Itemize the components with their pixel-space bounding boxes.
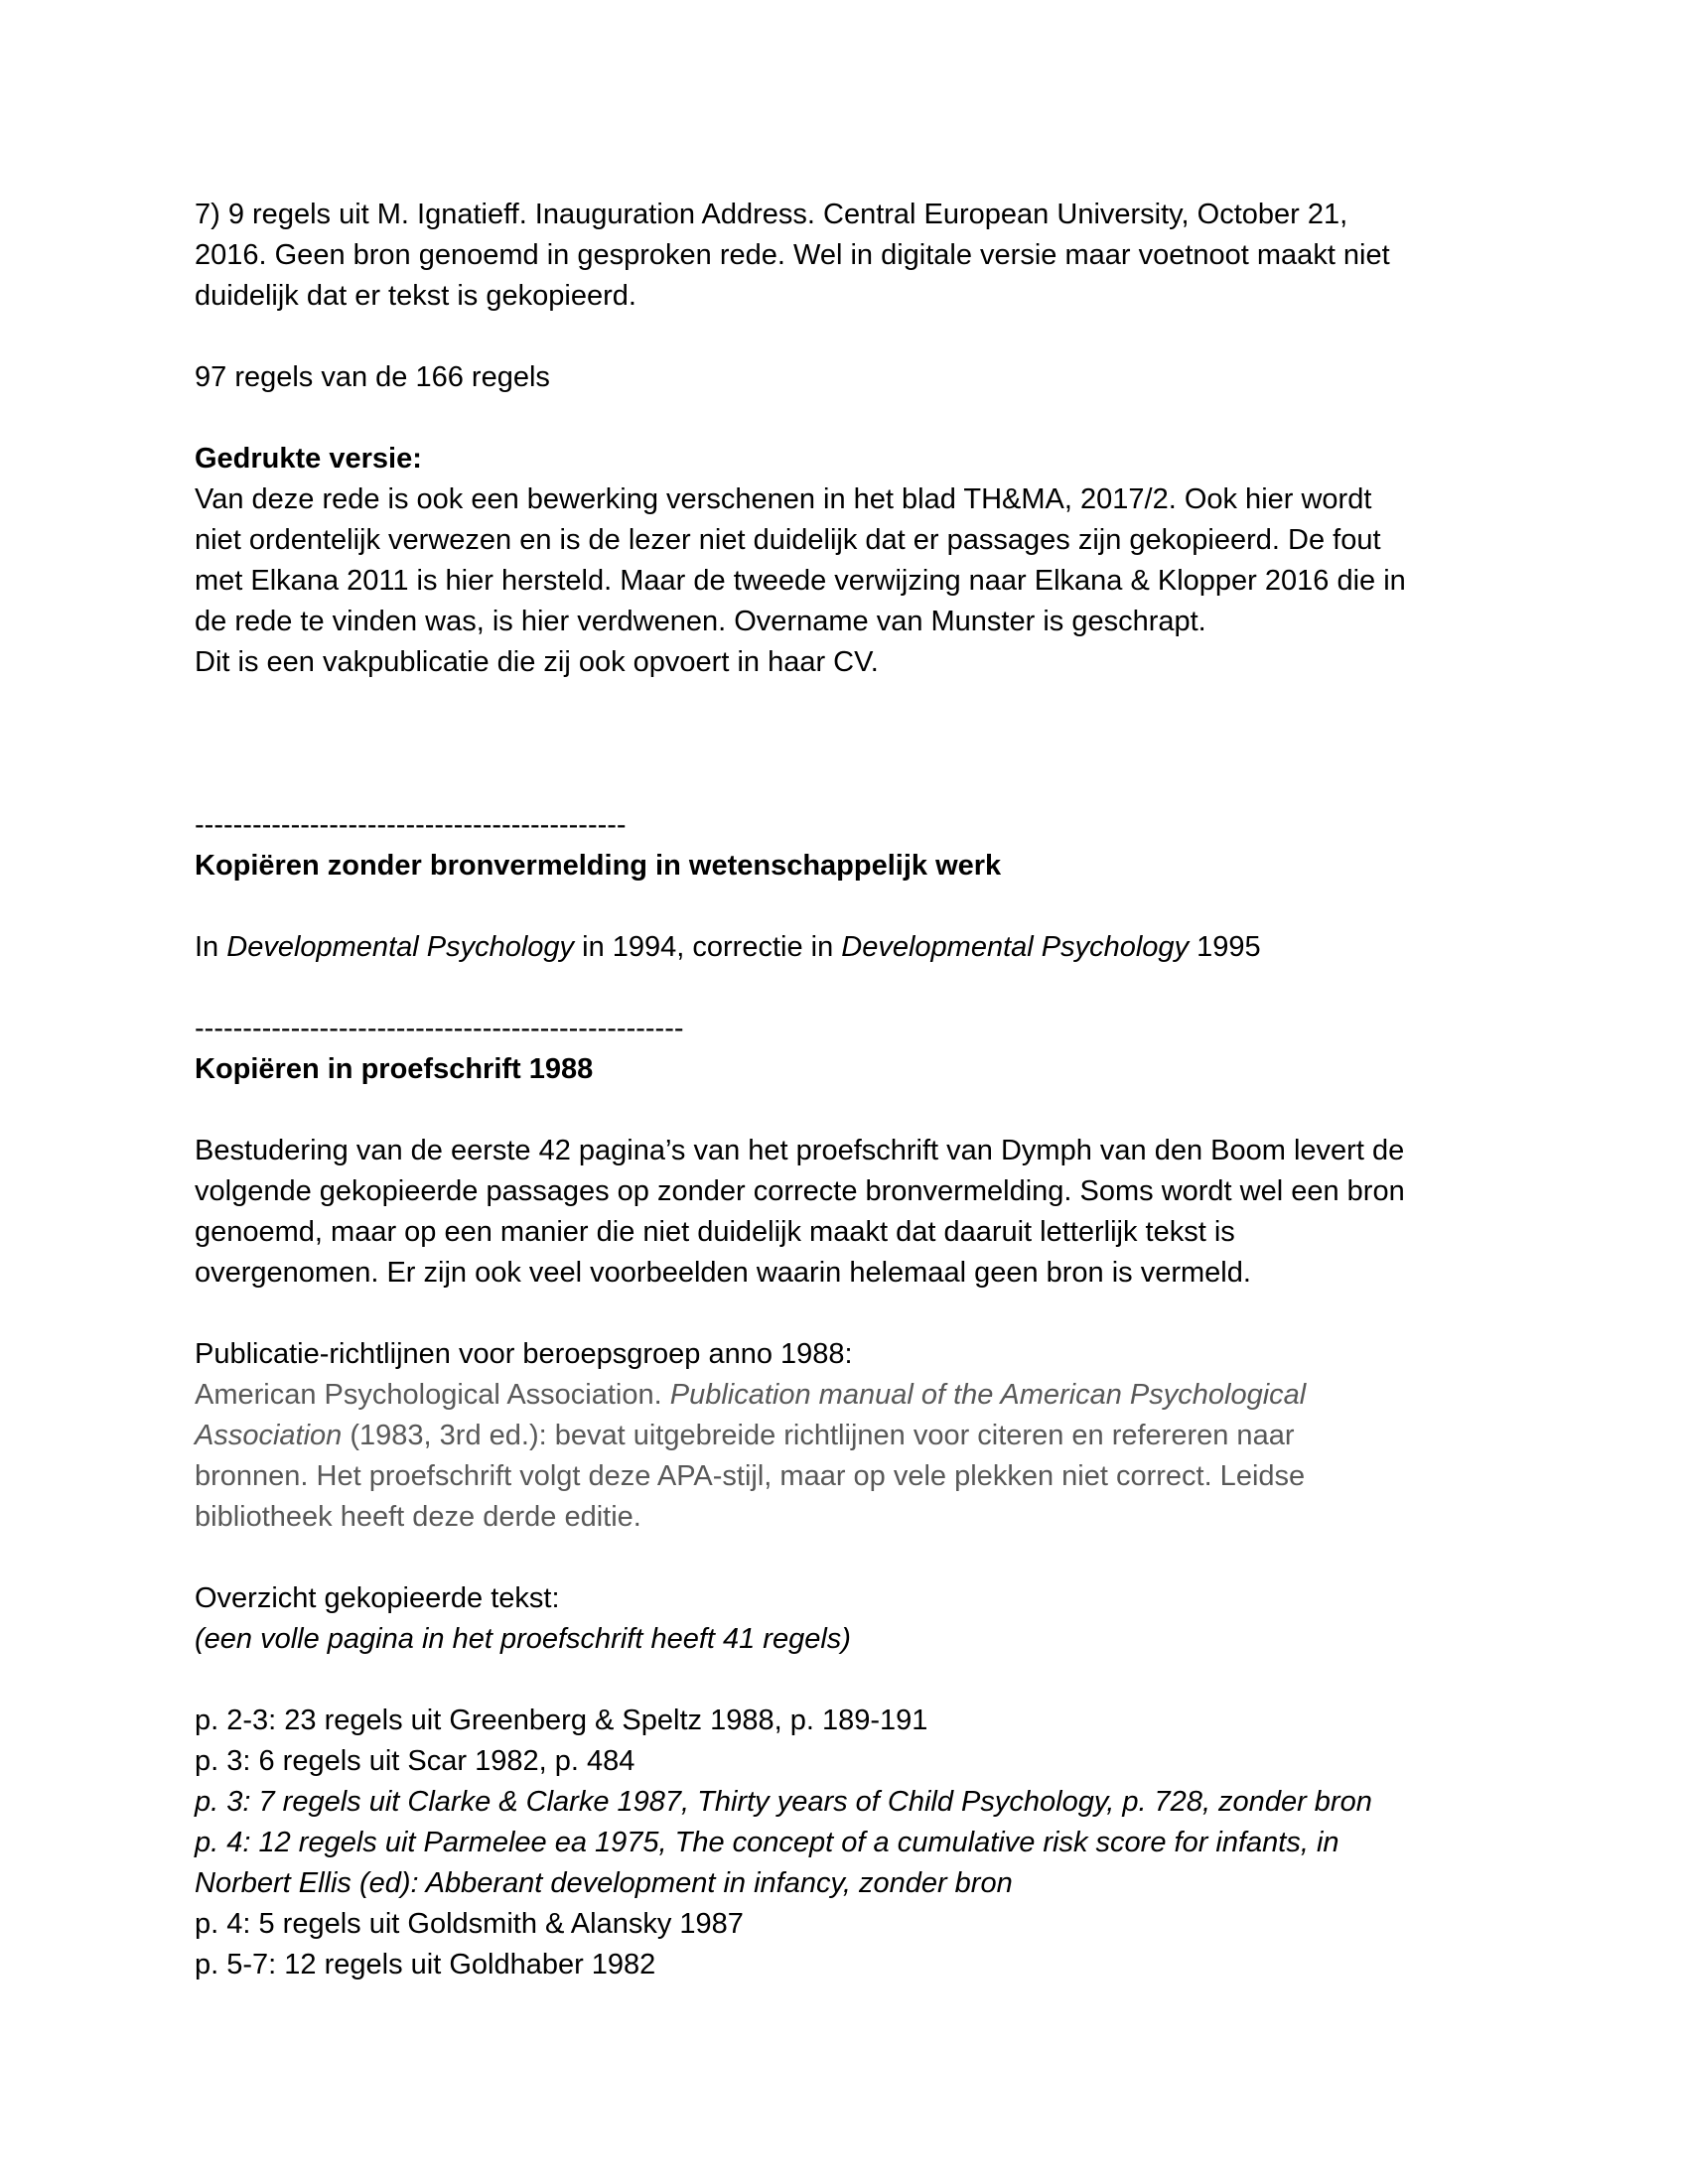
journal-title: Developmental Psychology	[226, 931, 575, 963]
apa-reference-paragraph	[195, 1375, 1495, 1538]
text-span: in 1994, correctie in	[574, 931, 842, 963]
summary-line: 97 regels van de 166 regels	[195, 361, 550, 393]
separator-line: ---------------------------------------------	[195, 809, 627, 841]
thesis-intro-paragraph	[195, 1131, 1495, 1294]
text-line: overgenomen. Er zijn ook veel voorbeelden waarin helemaal geen bron is vermeld.	[195, 1257, 1251, 1289]
section-7-paragraph	[195, 195, 1495, 317]
text-line: bronnen. Het proefschrift volgt deze APA-stijl, maar op vele plekken niet correct. Leidse	[195, 1460, 1306, 1492]
printed-version-heading: Gedrukte versie:	[195, 443, 422, 475]
text-line: Van deze rede is ook een bewerking verschenen in het blad TH&MA, 2017/2. Ook hier wordt	[195, 483, 1372, 515]
document-page	[195, 195, 1495, 1985]
text-line: niet ordentelijk verwezen en is de lezer niet duidelijk dat er passages zijn gekopieerd. De fout	[195, 524, 1381, 556]
overview-note: (een volle pagina in het proefschrift heeft 41 regels)	[195, 1623, 851, 1655]
list-item: Norbert Ellis (ed): Abberant development in infancy, zonder bron	[195, 1867, 1013, 1899]
text-span: 1995	[1189, 931, 1261, 963]
text-line: bibliotheek heeft deze derde editie.	[195, 1501, 641, 1533]
guidelines-label: Publicatie-richtlijnen voor beroepsgroep anno 1988:	[195, 1338, 853, 1370]
list-item: p. 3: 6 regels uit Scar 1982, p. 484	[195, 1745, 635, 1777]
separator-line: ---------------------------------------------------	[195, 1013, 684, 1044]
text-line	[195, 1416, 1495, 1456]
text-line: 7) 9 regels uit M. Ignatieff. Inauguration Address. Central European University, October 21,	[195, 199, 1348, 230]
publication-title: Association	[195, 1420, 343, 1451]
journal-title: Developmental Psychology	[841, 931, 1190, 963]
text-line: genoemd, maar op een manier die niet duidelijk maakt dat daaruit letterlijk tekst is	[195, 1216, 1235, 1248]
thesis-heading: Kopiëren in proefschrift 1988	[195, 1053, 594, 1085]
text-span: In	[195, 931, 227, 963]
list-item: p. 3: 7 regels uit Clarke & Clarke 1987, Thirty years of Child Psychology, p. 728, zonder bron	[195, 1786, 1372, 1818]
text-line: Bestudering van de eerste 42 pagina’s van het proefschrift van Dymph van den Boom levert de	[195, 1135, 1405, 1166]
text-line: Dit is een vakpublicatie die zij ook opvoert in haar CV.	[195, 646, 879, 678]
list-item: p. 4: 12 regels uit Parmelee ea 1975, The concept of a cumulative risk score for infants, in	[195, 1827, 1339, 1858]
list-item: p. 2-3: 23 regels uit Greenberg & Speltz 1988, p. 189-191	[195, 1705, 928, 1736]
copied-text-list	[195, 1701, 1495, 1985]
text-span: (1983, 3rd ed.): bevat uitgebreide richtlijnen voor citeren en refereren naar	[342, 1420, 1295, 1451]
printed-version-section	[195, 439, 1495, 683]
journal-reference-line	[195, 927, 1495, 968]
scientific-work-section	[195, 846, 1495, 968]
scientific-work-heading: Kopiëren zonder bronvermelding in wetenschappelijk werk	[195, 850, 1002, 882]
text-line: met Elkana 2011 is hier hersteld. Maar de tweede verwijzing naar Elkana & Klopper 2016 die in	[195, 565, 1406, 597]
text-line	[195, 1375, 1495, 1416]
text-span: American Psychological Association.	[195, 1379, 670, 1411]
text-line: de rede te vinden was, is hier verdwenen. Overname van Munster is geschrapt.	[195, 606, 1206, 637]
text-line: 2016. Geen bron genoemd in gesproken rede. Wel in digitale versie maar voetnoot maakt niet	[195, 239, 1390, 271]
text-line: volgende gekopieerde passages op zonder correcte bronvermelding. Soms wordt wel een bron	[195, 1175, 1405, 1207]
list-item: p. 4: 5 regels uit Goldsmith & Alansky 1987	[195, 1908, 744, 1940]
overview-label: Overzicht gekopieerde tekst:	[195, 1582, 560, 1614]
publication-title: Publication manual of the American Psychological	[669, 1379, 1307, 1411]
list-item: p. 5-7: 12 regels uit Goldhaber 1982	[195, 1949, 656, 1980]
thesis-section	[195, 1049, 1495, 1985]
text-line: duidelijk dat er tekst is gekopieerd.	[195, 280, 636, 312]
